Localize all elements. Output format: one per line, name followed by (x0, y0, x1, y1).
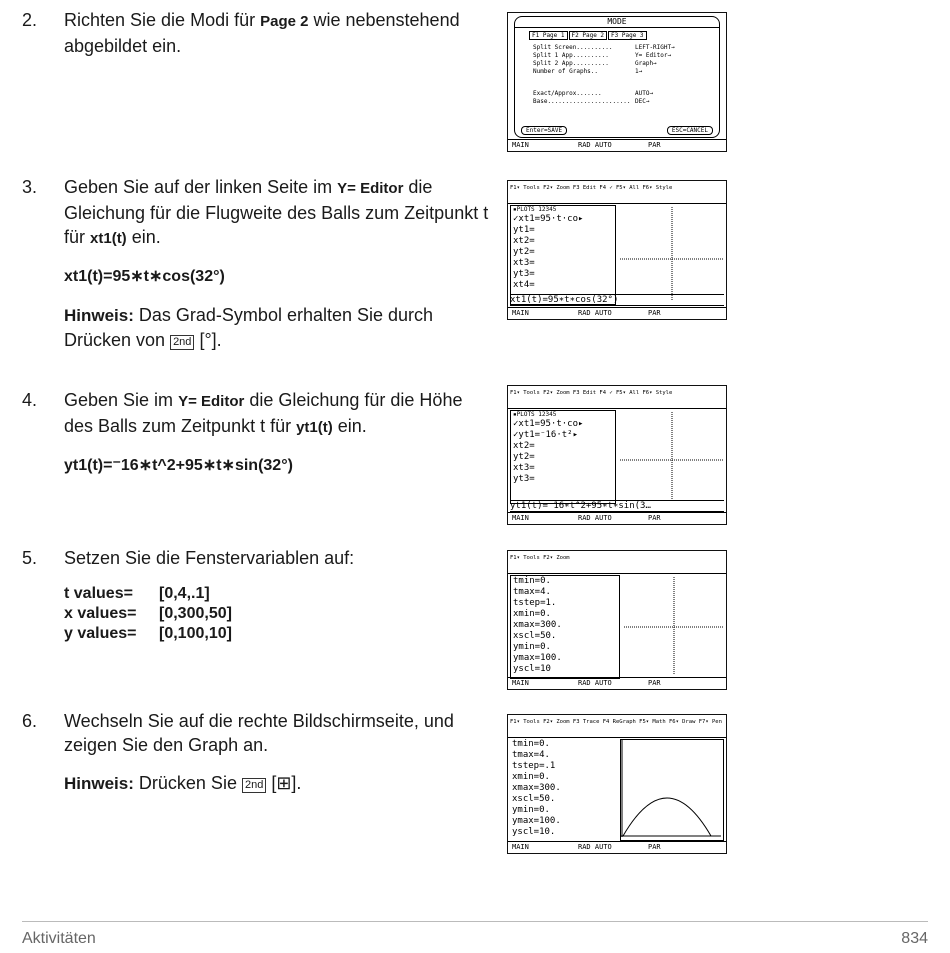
tab-page-2[interactable]: F2 Page 2 (569, 31, 608, 40)
status-bar (508, 677, 726, 689)
step-number: 3. (22, 177, 38, 197)
window-var[interactable]: tmax=4. (513, 587, 551, 597)
bold-term: xt1(t) (90, 230, 127, 247)
toolbar (508, 551, 726, 574)
mode-row[interactable] (533, 68, 719, 76)
window-row (64, 584, 492, 604)
toolbar-labels: F1▾ Tools F2▾ Zoom (510, 555, 570, 561)
dialog-title: MODE (515, 17, 719, 28)
window-var[interactable]: xmax=300. (512, 783, 561, 793)
plots-line: ▪PLOTS 12345 (513, 411, 557, 418)
status-bar (508, 841, 726, 853)
step-text: Wechseln Sie auf die rechte Bildschirmseite, und zeigen Sie den Graph an. (64, 711, 454, 755)
window-row (64, 604, 492, 624)
hint-label: Hinweis: (64, 306, 134, 325)
mode-row[interactable] (533, 60, 719, 68)
toolbar (508, 715, 726, 738)
window-var[interactable]: xmin=0. (513, 609, 551, 619)
toolbar (508, 181, 726, 204)
left-pane (510, 410, 616, 504)
status-rad-auto: RAD AUTO (578, 141, 612, 149)
window-var[interactable]: xmin=0. (512, 772, 550, 782)
mode-row[interactable] (533, 52, 719, 60)
value: DEC→ (635, 98, 650, 105)
text: Richten Sie die Modi für (64, 10, 261, 30)
mode-list (533, 44, 719, 106)
label: Base....................... (533, 98, 631, 105)
window-var[interactable]: xscl=50. (512, 794, 556, 804)
func-line[interactable]: yt2= (513, 452, 535, 462)
window-var[interactable]: yscl=10 (513, 664, 551, 674)
window-var[interactable]: ymax=100. (513, 653, 562, 663)
status-main: MAIN (512, 514, 529, 522)
toolbar-labels: F1▾ Tools F2▾ Zoom F3 Edit F4 ✓ F5▾ All F6▾ Style (510, 185, 673, 191)
label: y values= (64, 625, 137, 642)
calculator-screen-graph (507, 714, 727, 854)
status-rad-auto: RAD AUTO (578, 843, 612, 851)
label: Exact/Approx....... (533, 90, 602, 97)
window-var[interactable]: ymin=0. (512, 805, 550, 815)
func-line[interactable]: yt2= (513, 247, 535, 257)
status-par: PAR (648, 514, 661, 522)
mode-tabs (529, 31, 719, 40)
func-line[interactable]: ✓xt1=95·t·co▸ (513, 419, 584, 429)
text: die Gleichung für die Flugweite des Balls zum Zeitpunkt t für (64, 177, 489, 247)
value: [0,4,.1] (159, 585, 210, 602)
value: LEFT-RIGHT→ (635, 44, 675, 51)
left-pane (510, 575, 620, 679)
footer-divider (22, 921, 928, 922)
window-var[interactable]: xmax=300. (513, 620, 562, 630)
status-par: PAR (648, 309, 661, 317)
esc-cancel-button[interactable]: ESC=CANCEL (667, 126, 713, 135)
key-2nd: 2nd (170, 335, 194, 350)
toolbar-labels: F1▾ Tools F2▾ Zoom F3 Edit F4 ✓ F5▾ All F6▾ Style (510, 390, 673, 396)
text: Das Grad-Symbol erhalten Sie durch Drücken von (64, 305, 434, 350)
bold-term: Page 2 (260, 13, 309, 30)
graph-axes (620, 207, 724, 301)
calculator-screen-mode (507, 12, 727, 152)
step-6 (22, 709, 492, 810)
mode-row[interactable] (533, 90, 719, 98)
func-line[interactable]: yt3= (513, 269, 535, 279)
bold-term: Y= Editor (178, 393, 245, 410)
step-2 (22, 8, 492, 72)
func-line[interactable]: yt3= (513, 474, 535, 484)
status-rad-auto: RAD AUTO (578, 679, 612, 687)
window-row (64, 624, 492, 644)
text: ein. (126, 227, 161, 247)
entry-line[interactable]: yt1(t)=⁻16∗t^2+95∗t∗sin(3… (510, 500, 724, 512)
status-par: PAR (648, 843, 661, 851)
footer-section: Aktivitäten (22, 930, 96, 947)
formula: yt1(t)=⁻16∗t^2+95∗t∗sin(32°) (64, 457, 293, 474)
text: die Gleichung für die Höhe des Balls zum Zeitpunkt t für (64, 390, 463, 436)
window-var[interactable]: tmin=0. (513, 576, 551, 586)
status-rad-auto: RAD AUTO (578, 309, 612, 317)
graph-pane (620, 739, 724, 841)
calculator-screen-yeditor-2 (507, 385, 727, 525)
window-var[interactable]: ymin=0. (513, 642, 551, 652)
window-var[interactable]: xscl=50. (513, 631, 557, 641)
func-line[interactable]: xt3= (513, 463, 535, 473)
mode-row[interactable] (533, 98, 719, 106)
step-number: 5. (22, 548, 38, 568)
func-line[interactable]: xt3= (513, 258, 535, 268)
step-number: 6. (22, 711, 38, 731)
hint-label: Hinweis: (64, 774, 134, 793)
status-bar (508, 139, 726, 151)
status-main: MAIN (512, 141, 529, 149)
window-var[interactable]: ymax=100. (512, 816, 561, 826)
step-text (64, 8, 492, 58)
yeditor-lines (511, 411, 615, 485)
func-line[interactable]: xt2= (513, 441, 535, 451)
left-pane (510, 739, 618, 841)
greyed-rows (533, 76, 719, 90)
hint (64, 303, 492, 352)
label: Split 2 App.......... (533, 60, 609, 67)
label: Split Screen.......... (533, 44, 613, 51)
value: Graph→ (635, 60, 657, 67)
window-var[interactable]: tmax=4. (512, 750, 550, 760)
calculator-screen-yeditor-1 (507, 180, 727, 320)
label: t values= (64, 585, 133, 602)
window-var[interactable]: tmin=0. (512, 739, 550, 749)
func-line[interactable]: ✓yt1=⁻16·t²▸ (513, 430, 579, 440)
key-degree: [°] (199, 330, 217, 350)
step-number: 2. (22, 10, 38, 30)
status-main: MAIN (512, 309, 529, 317)
status-rad-auto: RAD AUTO (578, 514, 612, 522)
key-split: [⊞] (271, 773, 297, 793)
text: . (296, 773, 302, 793)
value: AUTO→ (635, 90, 654, 97)
mode-dialog (514, 16, 720, 138)
value: 1→ (635, 68, 643, 75)
window-var[interactable]: tstep=.1 (512, 761, 556, 771)
step-3 (22, 175, 492, 366)
bold-term: yt1(t) (296, 419, 333, 436)
mode-row[interactable] (533, 44, 719, 52)
value: [0,300,50] (159, 605, 232, 622)
step-5 (22, 546, 492, 644)
text: Geben Sie im (64, 390, 179, 410)
enter-save-button[interactable]: Enter=SAVE (521, 126, 567, 135)
text: Drücken Sie (133, 773, 242, 793)
func-line[interactable]: xt2= (513, 236, 535, 246)
trajectory-curve (623, 798, 711, 836)
yeditor-lines (511, 206, 615, 291)
func-line[interactable]: yt1= (513, 225, 535, 235)
toolbar-labels: F1▾ Tools F2▾ Zoom F3 Trace F4 ReGraph F5▾ Math F6▾ Draw F7▾ Pen (510, 719, 722, 725)
label: x values= (64, 605, 137, 622)
trajectory-graph (621, 740, 721, 838)
bold-term: Y= Editor (337, 180, 404, 197)
text: ein. (332, 416, 367, 436)
step-text (64, 388, 492, 440)
step-4 (22, 388, 492, 492)
calculator-screen-window-1 (507, 550, 727, 690)
window-var[interactable]: tstep=1. (513, 598, 557, 608)
page-number: 834 (901, 930, 928, 947)
status-bar (508, 512, 726, 524)
label: Split 1 App.......... (533, 52, 609, 59)
window-values (64, 584, 492, 644)
text: . (216, 330, 222, 350)
toolbar (508, 386, 726, 409)
entry-line[interactable]: xt1(t)=95∗t∗cos(32°) (510, 294, 724, 306)
step-text (64, 175, 492, 251)
label: Number of Graphs.. (533, 68, 599, 75)
tab-page-1[interactable]: F1 Page 1 (529, 31, 568, 40)
window-lines (510, 739, 618, 838)
text: Geben Sie auf der linken Seite im (64, 177, 338, 197)
step-text: Setzen Sie die Fenstervariablen auf: (64, 548, 355, 568)
plots-line: ▪PLOTS 12345 (513, 206, 557, 213)
status-bar (508, 307, 726, 319)
step-number: 4. (22, 390, 38, 410)
graph-axes (624, 577, 724, 675)
value: Y= Editor→ (635, 52, 672, 59)
func-line[interactable]: xt4= (513, 280, 535, 290)
status-par: PAR (648, 141, 661, 149)
hint (64, 771, 492, 796)
graph-axes (620, 412, 724, 500)
window-var[interactable]: yscl=10. (512, 827, 556, 837)
value: [0,100,10] (159, 625, 232, 642)
status-main: MAIN (512, 679, 529, 687)
func-line[interactable]: ✓xt1=95·t·co▸ (513, 214, 584, 224)
status-par: PAR (648, 679, 661, 687)
formula: xt1(t)=95∗t∗cos(32°) (64, 268, 225, 285)
text: wie nebenstehend abgebildet ein. (64, 10, 460, 56)
left-pane (510, 205, 616, 305)
tab-page-3[interactable]: F3 Page 3 (608, 31, 647, 40)
status-main: MAIN (512, 843, 529, 851)
key-2nd: 2nd (242, 778, 266, 793)
window-lines (511, 576, 619, 675)
